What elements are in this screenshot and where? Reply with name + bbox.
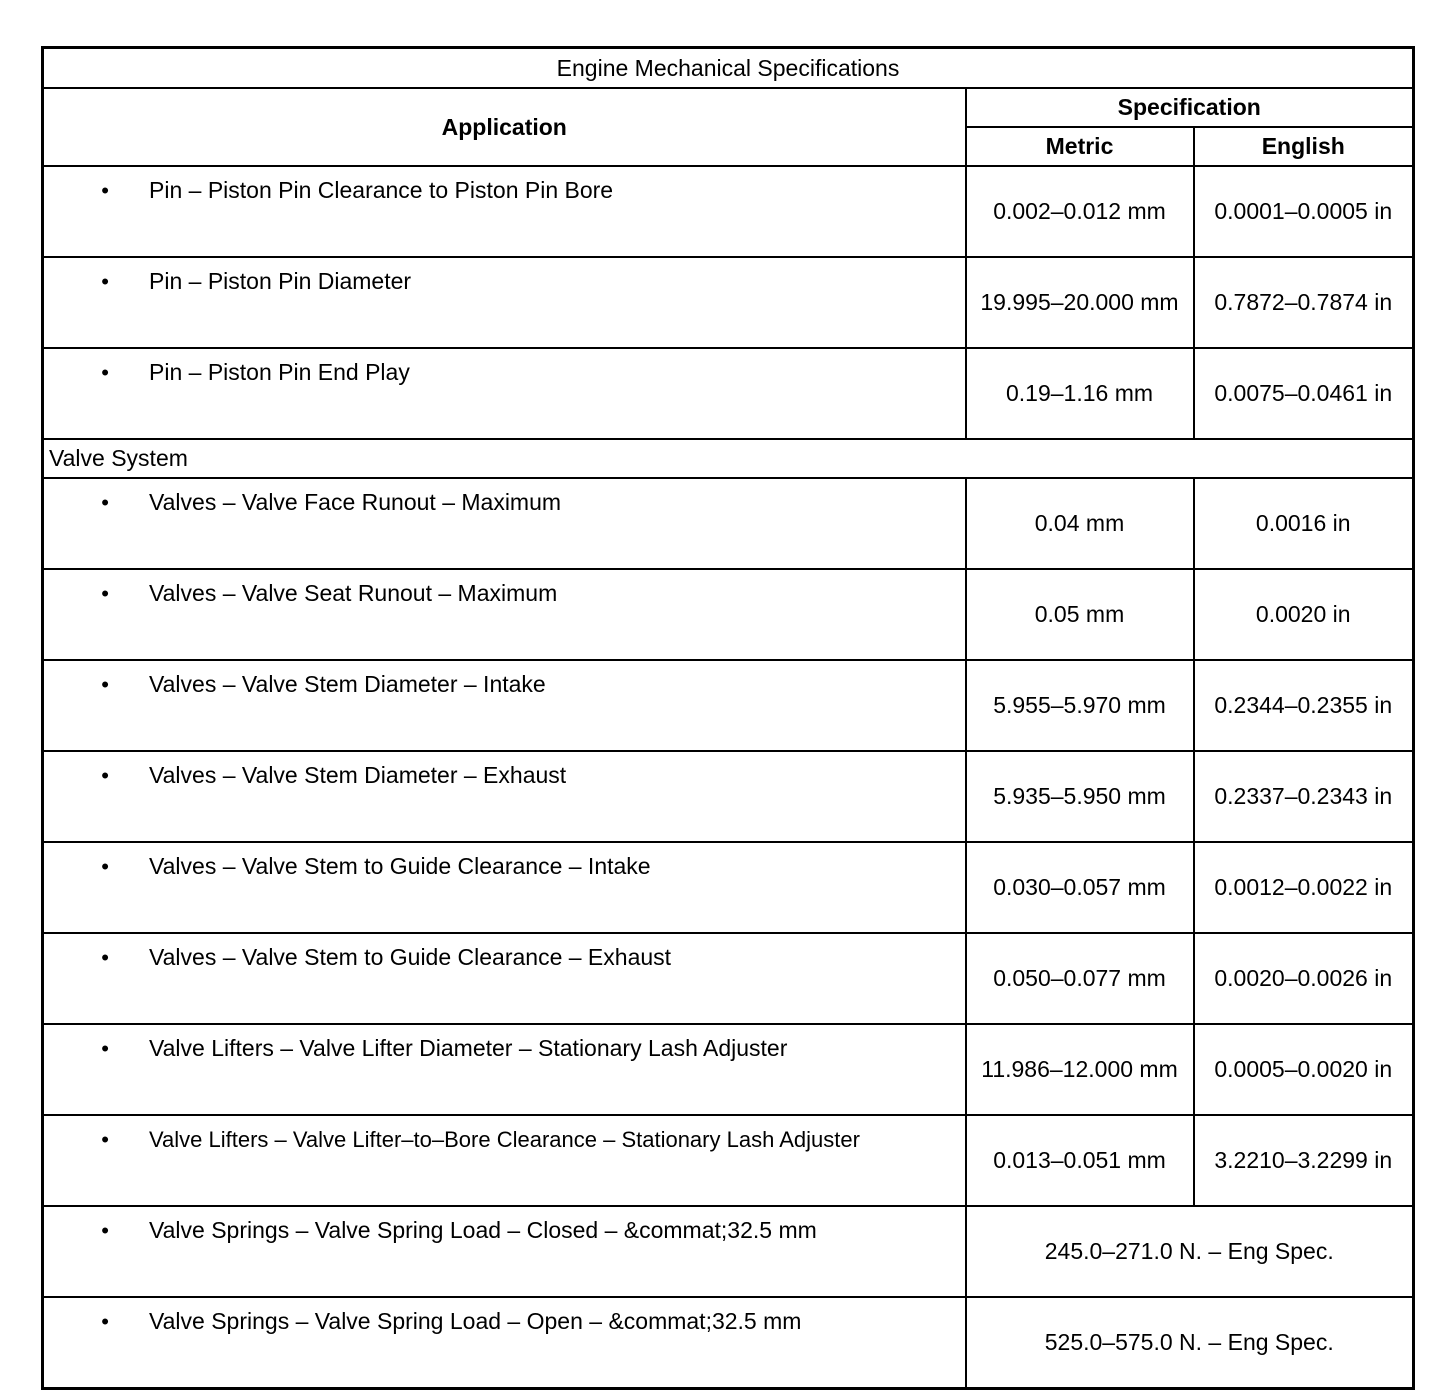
application-cell	[43, 933, 966, 1024]
application-cell	[43, 842, 966, 933]
table-row	[43, 751, 1414, 842]
application-text: Valve Lifters – Valve Lifter–to–Bore Clearance – Stationary Lash Adjuster	[149, 1127, 860, 1152]
header-english: English	[1194, 127, 1414, 166]
english-value: 0.7872–0.7874 in	[1194, 257, 1414, 348]
bullet-icon: •	[101, 1036, 109, 1061]
bullet-icon: •	[101, 1309, 109, 1334]
metric-value: 0.050–0.077 mm	[966, 933, 1194, 1024]
application-cell	[43, 1024, 966, 1115]
application-cell	[43, 348, 966, 439]
application-text: Valve Springs – Valve Spring Load – Open – &commat;32.5 mm	[149, 1308, 802, 1334]
application-text: Valve Lifters – Valve Lifter Diameter – Stationary Lash Adjuster	[149, 1035, 788, 1061]
bullet-icon: •	[101, 581, 109, 606]
header-metric: Metric	[966, 127, 1194, 166]
table-title: Engine Mechanical Specifications	[43, 48, 1414, 89]
application-text: Valves – Valve Stem to Guide Clearance – Exhaust	[149, 944, 672, 970]
application-cell	[43, 166, 966, 257]
bullet-icon: •	[101, 672, 109, 697]
application-cell	[43, 569, 966, 660]
header-row-1	[43, 88, 1414, 127]
bullet-icon: •	[101, 360, 109, 385]
english-value: 0.0020 in	[1194, 569, 1414, 660]
application-cell	[43, 1297, 966, 1389]
application-text: Valves – Valve Stem Diameter – Exhaust	[149, 762, 567, 788]
combined-spec-value: 245.0–271.0 N. – Eng Spec.	[966, 1206, 1414, 1297]
bullet-icon: •	[101, 1218, 109, 1243]
group-label: Valve System	[43, 439, 1414, 478]
table-row	[43, 569, 1414, 660]
table-row	[43, 1206, 1414, 1297]
metric-value: 0.19–1.16 mm	[966, 348, 1194, 439]
table-row	[43, 1024, 1414, 1115]
engine-spec-table	[41, 46, 1415, 1390]
bullet-icon: •	[101, 269, 109, 294]
metric-value: 5.935–5.950 mm	[966, 751, 1194, 842]
metric-value: 5.955–5.970 mm	[966, 660, 1194, 751]
metric-value: 0.030–0.057 mm	[966, 842, 1194, 933]
english-value: 0.0005–0.0020 in	[1194, 1024, 1414, 1115]
bullet-icon: •	[101, 1127, 109, 1152]
group-row	[43, 439, 1414, 478]
metric-value: 0.013–0.051 mm	[966, 1115, 1194, 1206]
application-text: Valves – Valve Stem Diameter – Intake	[149, 671, 546, 697]
table-row	[43, 842, 1414, 933]
table-row	[43, 660, 1414, 751]
application-cell	[43, 1115, 966, 1206]
application-text: Pin – Piston Pin Clearance to Piston Pin Bore	[149, 177, 614, 203]
table-row	[43, 478, 1414, 569]
english-value: 0.0075–0.0461 in	[1194, 348, 1414, 439]
table-row	[43, 933, 1414, 1024]
application-text: Valves – Valve Seat Runout – Maximum	[149, 580, 558, 606]
table-row	[43, 166, 1414, 257]
table-row	[43, 257, 1414, 348]
application-text: Pin – Piston Pin End Play	[149, 359, 410, 385]
combined-spec-value: 525.0–575.0 N. – Eng Spec.	[966, 1297, 1414, 1389]
english-value: 0.2344–0.2355 in	[1194, 660, 1414, 751]
english-value: 0.0001–0.0005 in	[1194, 166, 1414, 257]
bullet-icon: •	[101, 763, 109, 788]
english-value: 3.2210–3.2299 in	[1194, 1115, 1414, 1206]
table-row	[43, 348, 1414, 439]
application-text: Valves – Valve Stem to Guide Clearance – Intake	[149, 853, 651, 879]
header-specification: Specification	[966, 88, 1414, 127]
application-text: Valve Springs – Valve Spring Load – Closed – &commat;32.5 mm	[149, 1217, 817, 1243]
table-title-row	[43, 48, 1414, 89]
bullet-icon: •	[101, 178, 109, 203]
bullet-icon: •	[101, 490, 109, 515]
application-text: Valves – Valve Face Runout – Maximum	[149, 489, 562, 515]
application-text: Pin – Piston Pin Diameter	[149, 268, 412, 294]
metric-value: 19.995–20.000 mm	[966, 257, 1194, 348]
table-row	[43, 1115, 1414, 1206]
metric-value: 0.04 mm	[966, 478, 1194, 569]
english-value: 0.0012–0.0022 in	[1194, 842, 1414, 933]
metric-value: 0.002–0.012 mm	[966, 166, 1194, 257]
english-value: 0.2337–0.2343 in	[1194, 751, 1414, 842]
bullet-icon: •	[101, 854, 109, 879]
english-value: 0.0020–0.0026 in	[1194, 933, 1414, 1024]
application-cell	[43, 257, 966, 348]
application-cell	[43, 1206, 966, 1297]
application-cell	[43, 751, 966, 842]
application-cell	[43, 660, 966, 751]
english-value: 0.0016 in	[1194, 478, 1414, 569]
bullet-icon: •	[101, 945, 109, 970]
metric-value: 11.986–12.000 mm	[966, 1024, 1194, 1115]
table-row	[43, 1297, 1414, 1389]
header-application: Application	[43, 88, 966, 166]
application-cell	[43, 478, 966, 569]
metric-value: 0.05 mm	[966, 569, 1194, 660]
